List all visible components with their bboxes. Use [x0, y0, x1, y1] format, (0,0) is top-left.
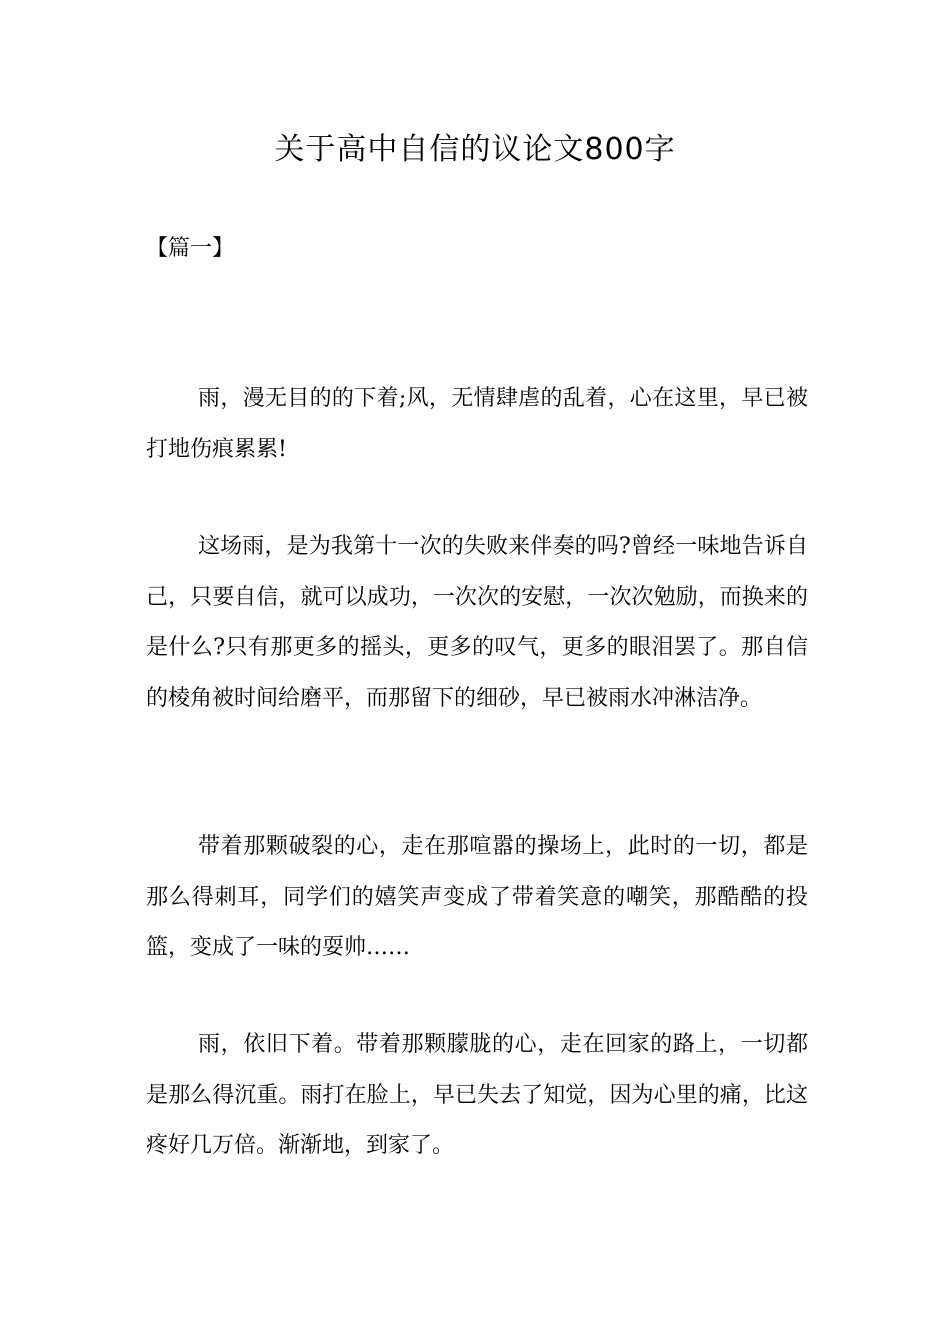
- document-title: 关于高中自信的议论文800字: [274, 132, 676, 167]
- paragraph-4: 雨，依旧下着。带着那颗朦胧的心，走在回家的路上，一切都是那么得沉重。雨打在脸上，早已失去了知觉，因为心里的痛，比这疼好几万倍。渐渐地，到家了。: [146, 1032, 808, 1158]
- paragraph-1: 雨，漫无目的的下着;风，无情肆虐的乱着，心在这里，早已被打地伤痕累累!: [146, 386, 808, 462]
- paragraph-2: 这场雨，是为我第十一次的失败来伴奏的吗?曾经一味地告诉自己，只要自信，就可以成功，一次次的安慰，一次次勉励，而换来的是什么?只有那更多的摇头，更多的叹气，更多的眼泪罢了。那自信的棱角被时间给磨平，而那留下的细砂，早已被雨水冲淋洁净。: [146, 534, 808, 711]
- section-label: 【篇一】: [146, 236, 235, 261]
- paragraph-3: 带着那颗破裂的心，走在那喧嚣的操场上，此时的一切，都是那么得刺耳，同学们的嬉笑声变成了带着笑意的嘲笑，那酷酷的投篮，变成了一味的耍帅……: [146, 834, 808, 960]
